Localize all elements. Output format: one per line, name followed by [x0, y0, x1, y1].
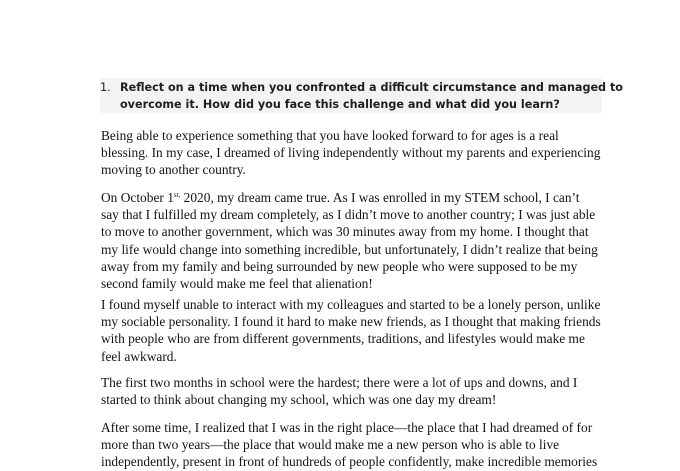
paragraph-3: [101, 296, 621, 365]
paragraph-line: moving to another country.: [101, 162, 246, 178]
ordinal-suffix: st,: [173, 191, 181, 199]
paragraph-line: I found myself unable to interact with my colleagues and started to be a lonely person, unlike: [101, 297, 601, 312]
paragraph-line: After some time, I realized that I was in the right place—the place that I had dreamed of for: [101, 420, 593, 435]
paragraph-line: independently, present in front of hundreds of people confidently, make incredible memories: [101, 454, 598, 470]
question-line-2: overcome it. How did you face this challenge and what did you learn?: [120, 98, 560, 111]
paragraph-line: to move to another government, which was 30 minutes away from my home. I thought that: [101, 224, 589, 240]
paragraph-text: On October 1: [101, 190, 174, 205]
paragraph-line: away from my family and being surrounded by new people who were supposed to be my: [101, 258, 578, 274]
paragraph-line: second family would make me feel that alienation!: [101, 276, 373, 292]
paragraph-line: with people who are from different governments, traditions, and lifestyles would make me: [101, 331, 585, 347]
paragraph-4: [101, 374, 621, 408]
paragraph-2: [101, 189, 621, 292]
paragraph-line: my life would change into something incredible, but unfortunately, I didn’t realize that being: [101, 241, 598, 257]
paragraph-line: my sociable personality. I found it hard to make new friends, as I thought that making friends: [101, 314, 601, 330]
paragraph-line: say that I fulfilled my dream completely, as I didn’t move to another country; I was just able: [101, 207, 596, 223]
paragraph-line: [101, 189, 621, 206]
question-line-1: Reflect on a time when you confronted a difficult circumstance and managed to: [120, 81, 623, 94]
paragraph-line: The first two months in school were the hardest; there were a lot of ups and downs, and I: [101, 375, 578, 390]
question-number: 1.: [100, 81, 111, 94]
paragraph-line: started to think about changing my school, which was one day my dream!: [101, 392, 497, 408]
question-block: [100, 78, 623, 113]
paragraph-1: [101, 127, 621, 179]
paragraph-line: Being able to experience something that you have looked forward to for ages is a real: [101, 128, 559, 143]
paragraph-line: feel awkward.: [101, 348, 177, 364]
paragraph-5: [101, 419, 621, 471]
paragraph-text: 2020, my dream came true. As I was enrolled in my STEM school, I can’t: [180, 190, 580, 205]
paragraph-line: more than two years—the place that would make me a new person who is able to live: [101, 437, 560, 453]
paragraph-line: blessing. In my case, I dreamed of living independently without my parents and experiencing: [101, 145, 601, 161]
